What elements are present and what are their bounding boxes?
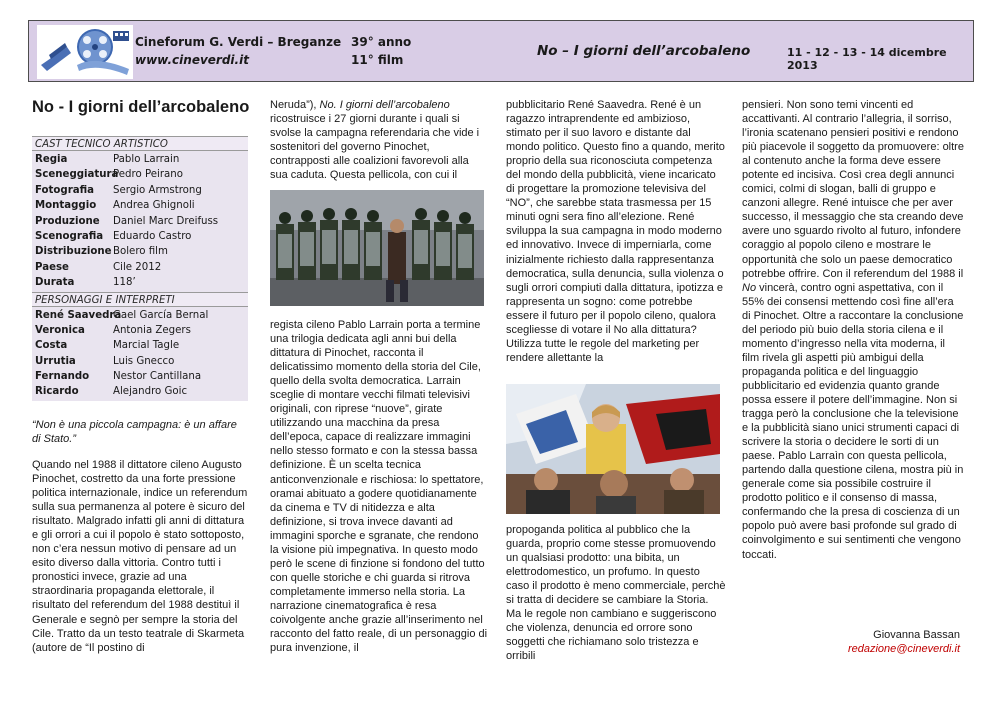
cast-role: René Saavedra <box>35 309 122 321</box>
cast-row <box>35 323 245 338</box>
rally-crowd-photo <box>506 384 720 514</box>
author-email-link[interactable]: redazione@cineverdi.it <box>847 643 960 655</box>
interpreti-heading: PERSONAGGI E INTERPRETI <box>32 292 248 307</box>
cast-row <box>35 354 245 369</box>
page-header <box>28 20 974 82</box>
cast-member-name: Andrea Ghignoli <box>113 200 195 212</box>
cast-role: Urrutia <box>35 355 76 367</box>
article-column-4 <box>742 98 964 562</box>
author-name: Giovanna Bassan <box>873 629 960 641</box>
cast-member-name: Pablo Larrain <box>113 154 180 165</box>
text-run: Neruda”), <box>270 99 320 111</box>
rally-crowd-image-icon <box>506 384 720 514</box>
text-run: ricostruisce i 27 giorni durante i quali si svolse la campagna referendaria che vide i sostenitori del governo Pinochet, contrapposti alle coalizioni favorevoli alla sua caduta. Questa pellicola, con cui il <box>270 113 480 182</box>
cast-member-name: Alejandro Goic <box>113 386 188 398</box>
riot-police-image-icon <box>270 190 484 306</box>
cast-row <box>35 152 245 167</box>
header-dates: 11 - 12 - 13 - 14 dicembre 2013 <box>787 46 947 72</box>
cast-role: Regia <box>35 154 68 165</box>
website-link[interactable]: www.cineverdi.it <box>135 53 249 67</box>
cast-role: Paese <box>35 261 69 273</box>
cast-member-name: Eduardo Castro <box>113 230 192 242</box>
cast-role: Durata <box>35 277 75 289</box>
cast-tecnico-list <box>32 151 248 292</box>
signature <box>800 628 960 656</box>
header-film-title: No – I giorni dell’arcobaleno <box>537 43 751 59</box>
article-column-3-bottom: propoganda politica al pubblico che la guarda, proprio come stesse promuovendo un qualsiasi prodotto: una bibita, un elettrodomestico, un profumo. In questo caso il prodotto è meno commerciale, perchè si tratta di decidere se cambiare la Storia. Ma le regole non cambiano e suggeriscono che violenza, denuncia ed orrore sono soggetti che richiamano solo tristezza e orribili <box>506 524 726 663</box>
cineforum-logo-icon <box>37 25 133 79</box>
cast-role: Produzione <box>35 215 100 227</box>
cast-role: Distribuzione <box>35 246 112 258</box>
cast-member-name: Gael García Bernal <box>113 309 209 321</box>
article-column-2-top <box>270 98 488 182</box>
cast-member-name: Luis Gnecco <box>113 355 175 367</box>
cast-tecnico-heading: CAST TECNICO ARTISTICO <box>32 136 248 151</box>
cast-row <box>35 275 245 290</box>
text-run: pensieri. Non sono temi vincenti ed accattivanti. Al contrario l’allegria, il sorriso, l’ironia scatenano pensieri positivi e rendono più piacevole il soggetto da promuovere: oltre al contenuto anche la forma deve essere potente ed incisiva. Così crea degli annunci comici, colmi di slogan, balli di gruppo e canzoni allegre. René intuisce che per aver successo, il messaggio che sta creando deve avere uno sguardo rivolto al futuro, infondere coraggio al popolo cileno e mostrare le opportunità che solo un paese democratico potrebbe offrire. Con il referendum del 1988 il <box>742 99 964 280</box>
cast-row <box>35 167 245 182</box>
cast-role: Scenografia <box>35 230 104 242</box>
article-column-2-bottom: regista cileno Pablo Larrain porta a termine una trilogia dedicata agli anni bui della dittatura di Pinochet, racconta il delicatissimo momento della storia del Cile, quello della svolta democratica. Larrain sceglie di montare vecchi filmati televisivi originali, con riprese “nuove”, girate utilizzando una macchina da presa dell’epoca, capace di realizzare immagini nello stesso formato e con la stessa bassa definizione. È un scelta tecnica anticonvenzionale e rischiosa: lo spettatore, oramai abituato a godere quotidianamente da cinema e TV di nitidezza e alta definizione, si trova invece davanti ad immagini sporche e sgranate, che rendono la visione più impegnativa. In questo modo però le scene di finzione si fondono del tutto con quelle storiche e chi guarda si ritrova completamente immerso nella storia. La narrazione cinematografica è resa coivolgente anche grazie all’inserimento nel racconto del fatto reale, di un personaggio di pura invenzione, il <box>270 319 488 655</box>
cast-row <box>35 183 245 198</box>
article-title: No - I giorni dell’arcobaleno <box>32 98 250 116</box>
cast-member-name: Cile 2012 <box>113 261 162 273</box>
cast-role: Fernando <box>35 371 90 383</box>
text-run: vincerà, contro ogni aspettativa, con il 55% dei consensi mettendo così fine all’era di Pinochet. Oltre a raccontare la conclusione del periodo più buio della storia cilena e il momento d’ingresso nella vita moderna, il film rivela gli aspetti più ambigui della propaganda politica e del linguaggio pubblicitario ed evidenzia quanto grande possa essere il potere dell’immagine. Non si tragga però la conclusione che la televisione e la pubblicità siano unici strumenti capaci di scrivere la storia o decidere le sorti di un paese. Pablo Larraìn con questa pellicola, partendo dalla questione cilena, mostra più in generale come sia possibile costruire il prodotto politico e il consenso di massa, confermando che la presa di coscienza di un popolo può avere basi profonde sul grado di coinvolgimento e sui sentimenti che vengono toccati. <box>742 281 964 561</box>
header-org <box>135 33 341 69</box>
cast-member-name: 118’ <box>113 277 136 289</box>
cast-row <box>35 338 245 353</box>
no-italic: No <box>742 281 757 294</box>
cast-member-name: Bolero film <box>113 246 168 258</box>
cast-role: Costa <box>35 340 68 352</box>
cast-role: Sceneggiatura <box>35 169 119 181</box>
cast-row <box>35 229 245 244</box>
cast-member-name: Sergio Armstrong <box>113 184 202 196</box>
cast-row <box>35 308 245 323</box>
cast-member-name: Nestor Cantillana <box>113 371 202 383</box>
season-label: 39° anno <box>351 35 412 49</box>
cast-row <box>35 244 245 259</box>
cast-role: Fotografia <box>35 184 95 196</box>
interpreti-list <box>32 307 248 401</box>
cast-row <box>35 198 245 213</box>
cast-role: Veronica <box>35 324 85 336</box>
pull-quote: “Non è una piccola campagna: è un affare di Stato.” <box>32 419 237 445</box>
film-title-italic: No. I giorni dell’arcobaleno <box>319 99 450 111</box>
cast-member-name: Daniel Marc Dreifuss <box>113 215 219 227</box>
cast-role: Ricardo <box>35 386 79 398</box>
org-name: Cineforum G. Verdi – Breganze <box>135 35 342 49</box>
cast-row <box>35 214 245 229</box>
riot-police-photo <box>270 190 484 306</box>
cast-box <box>32 136 248 401</box>
cast-member-name: Marcial Tagle <box>113 340 180 352</box>
cast-role: Montaggio <box>35 200 97 212</box>
cast-row <box>35 384 245 399</box>
cast-row <box>35 369 245 384</box>
article-column-3-top: pubblicitario René Saavedra. René è un ragazzo intraprendente ed ambizioso, stimato per il suo lavoro e distante dal mondo politico. Questo fino a quando, merito proprio della sua riconosciuta competenza del mondo della pubblicità, viene incaricato di progettare la promozione televisiva del “NO”, che sarebbe stata trasmessa per 15 minuti ogni sera fino all’elezione. René sviluppa la sua campagna in modo moderno ed innovativo. Invece di imperniarla, come inizialmente richiesto dalla rappresentanza democratica, sulla denuncia, sulla violenza o sugli orrori compiuti dalla dittatura, ipotizza e rappresenta un sogno: come potrebbe essere il futuro per il popolo cileno, qualora scegliesse di votare il No alla dittatura? Utilizza tutte le regole del marketing per rendere allettante la <box>506 99 725 364</box>
film-number-label: 11° film <box>351 53 404 67</box>
header-edition <box>351 33 411 69</box>
cast-member-name: Pedro Peirano <box>113 169 183 181</box>
cast-row <box>35 260 245 275</box>
article-column-1: Quando nel 1988 il dittatore cileno Augusto Pinochet, costretto da una forte pressione politica internazionale, indice un referendum sulla sua permanenza al potere è sicuro del risultato. Malgrado infatti gli anni di dittatura e gli orrori a cui il popolo è stato sottoposto, non c’era nessun motivo di pensare ad un esito diverso dalla vittoria. Contro tutti i pronostici invece, grazie ad una straordinaria propaganda elettorale, il risultato del referendum del 1988 destituì il Generale e segnò per sempre la storia del Cile. Tratto da un testo teatrale di Skarmeta (autore de “Il postino di <box>32 459 248 654</box>
cast-member-name: Antonia Zegers <box>113 324 191 336</box>
